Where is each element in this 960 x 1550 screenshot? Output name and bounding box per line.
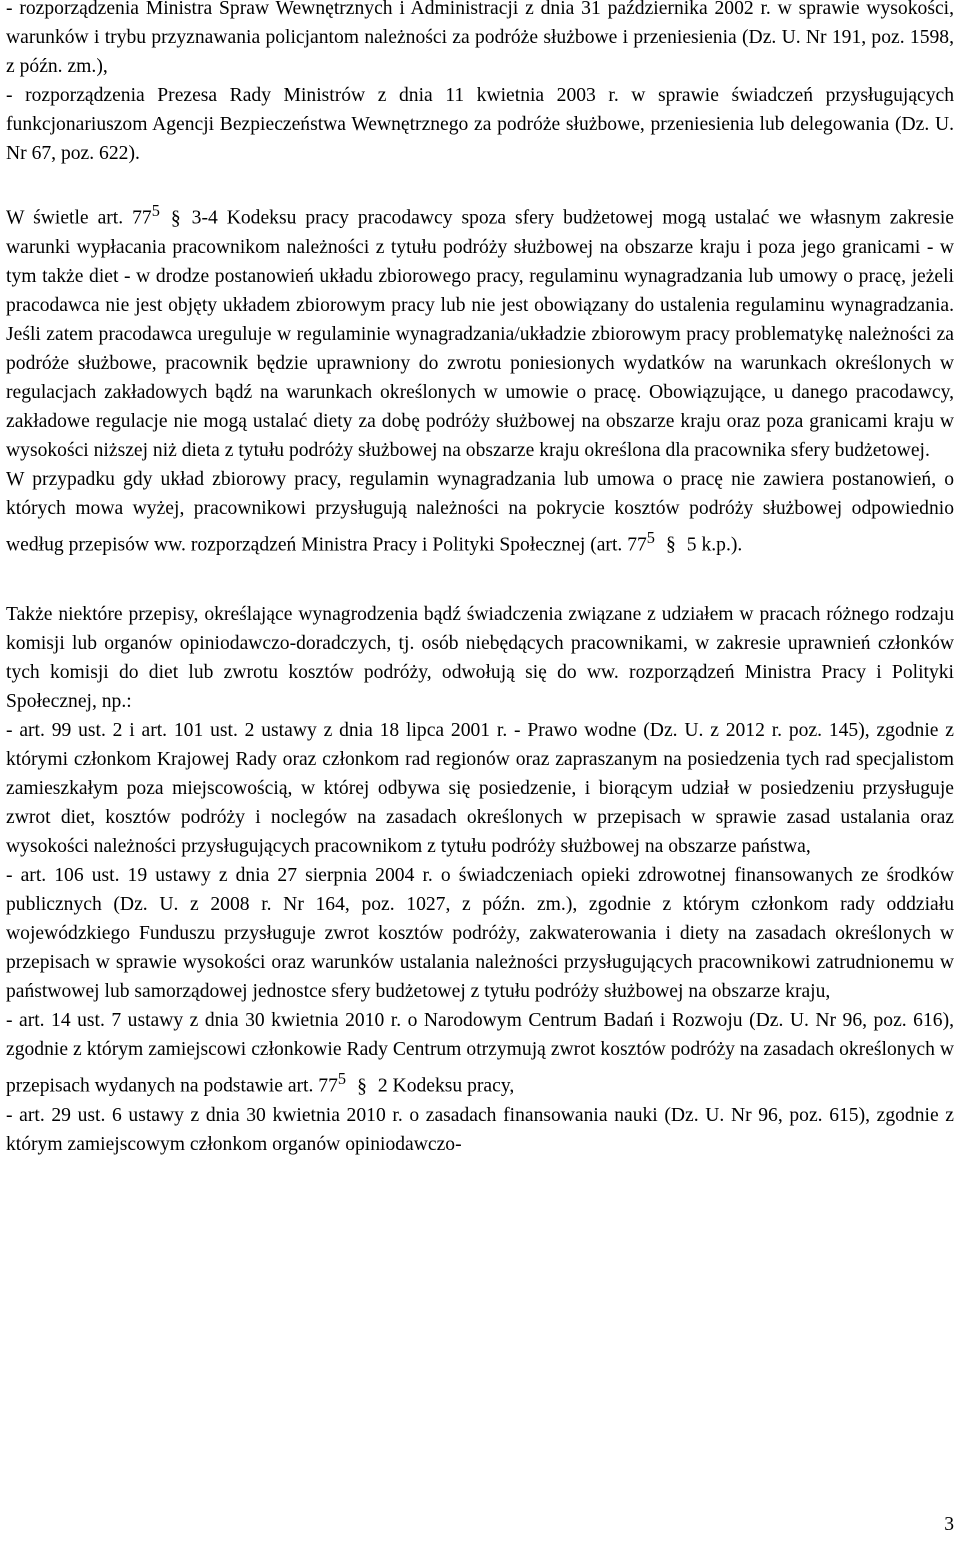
paragraph-body: W przypadku gdy układ zbiorowy pracy, regulamin wynagradzania lub umowa o pracę nie zawiera postanowień, o których mowa wyżej, pracownikowi przysługują należności na pokrycie kosztów podróży służbowej odpowiednio według przepisów ww. rozporządzeń Ministra Pracy i Polityki Społecznej (art. 77	[6, 468, 954, 556]
page-number: 3	[944, 1514, 954, 1535]
paragraph-body: - art. 14 ust. 7 ustawy z dnia 30 kwietnia 2010 r. o Narodowym Centrum Badań i Rozwoju (Dz. U. Nr 96, poz. 616), zgodnie z którym zamiejscowi członkowie Rady Centrum otrzymują zwrot kosztów podróży na zasadach określonych w przepisach wydanych na podstawie art. 77	[6, 1010, 954, 1097]
paragraph-regulation-police: - rozporządzenia Ministra Spraw Wewnętrznych i Administracji z dnia 31 października 2002 r. w sprawie wysokości, warunków i trybu przyznawania policjantom należności za podróże służbowe i przeniesienia (Dz. U. Nr 191, poz. 1598, z późn. zm.),	[6, 0, 954, 77]
list-item-ncbr-act	[6, 1006, 954, 1101]
art-reference: W świetle art. 77	[6, 207, 152, 229]
art-reference: 2 Kodeksu pracy,	[377, 1075, 515, 1097]
section-sign: §	[357, 1075, 367, 1097]
paragraph-default-rules	[6, 465, 954, 560]
paragraph-labour-code-art77	[6, 196, 954, 465]
paragraph-body: 3-4 Kodeksu pracy pracodawcy spoza sfery budżetowej mogą ustalać we własnym zakresie warunki wypłacania pracownikom należności z tytułu podróży służbowej na obszarze kraju i poza jego granicami - w tym także diet - w drodze postanowień układu zbiorowego pracy, regulaminu wynagradzania lub umowy o pracę, jeżeli pracodawca nie jest objęty układem zbiorowym pracy lub nie jest obowiązany do ustalenia regulaminu wynagradzania. Jeśli zatem pracodawca ureguluje w regulaminie wynagradzania/układzie zbiorowym pracy problematykę należności za podróże służbowe, pracownik będzie uprawniony do zwrotu poniesionych wydatków na warunkach określonych w regulacjach zakładowych bądź na warunkach określonych w umowie o pracę. Obowiązujące, u danego pracodawcy, zakładowe regulacje nie mogą ustalać diety za dobę podróży służbowej na obszarze kraju oraz poza granicami kraju w wysokości niższej niż dieta z tytułu podróży służbowej na obszarze kraju określona dla pracownika sfery budżetowej.	[6, 207, 954, 461]
section-sign: §	[170, 207, 181, 229]
document-body	[6, 0, 954, 1159]
list-item-healthcare-act: - art. 106 ust. 19 ustawy z dnia 27 sierpnia 2004 r. o świadczeniach opieki zdrowotnej finansowanych ze środków publicznych (Dz. U. z 2008 r. Nr 164, poz. 1027, z późn. zm.), zgodnie z którym członkom rady oddziału wojewódzkiego Funduszu przysługuje zwrot kosztów podróży, zakwaterowania i diety na zasadach określonych w przepisach w sprawie wysokości oraz warunków ustalania należności przysługujących pracownikowi zatrudnionemu w państwowej lub samorządowej jednostce sfery budżetowej z tytułu podróży służbowej na obszarze kraju,	[6, 865, 954, 1003]
paragraph-regulation-abw: - rozporządzenia Prezesa Rady Ministrów z dnia 11 kwietnia 2003 r. w sprawie świadczeń przysługujących funkcjonariuszom Agencji Bezpieczeństwa Wewnętrznego za podróże służbowe, przeniesienia lub delegowania (Dz. U. Nr 67, poz. 622).	[6, 85, 954, 164]
art-reference: 5 k.p.).	[686, 534, 743, 556]
section-sign: §	[665, 534, 676, 556]
art-superscript: 5	[151, 201, 160, 220]
art-superscript: 5	[646, 527, 655, 547]
list-item-science-funding-act: - art. 29 ust. 6 ustawy z dnia 30 kwietnia 2010 r. o zasadach finansowania nauki (Dz. U. Nr 96, poz. 615), zgodnie z którym zamiejscowym członkom organów opiniodawczo-	[6, 1104, 954, 1155]
art-superscript: 5	[337, 1069, 347, 1089]
paragraph-commissions-intro: Także niektóre przepisy, określające wynagrodzenia bądź świadczenia związane z udziałem w pracach różnego rodzaju komisji lub organów opiniodawczo-doradczych, tj. osób niebędących pracownikami, w zakresie uprawnień członków tych komisji do diet lub zwrotu kosztów podróży, odwołują się do ww. rozporządzeń Ministra Pracy i Polityki Społecznej, np.:	[6, 604, 954, 713]
list-item-water-law: - art. 99 ust. 2 i art. 101 ust. 2 ustawy z dnia 18 lipca 2001 r. - Prawo wodne (Dz. U. z 2012 r. poz. 145), zgodnie z którymi członkom Krajowej Rady oraz członkom rad regionów oraz zapraszanym na posiedzenia tych rad specjalistom zamieszkałym poza miejscowością, w której odbywa się posiedzenie, i biorącym udział w posiedzeniu przysługuje zwrot diet, kosztów podróży i noclegów na zasadach określonych w przepisach w sprawie zasad ustalania oraz wysokości należności przysługujących pracownikom z tytułu podróży służbowej na obszarze państwa,	[6, 720, 954, 858]
